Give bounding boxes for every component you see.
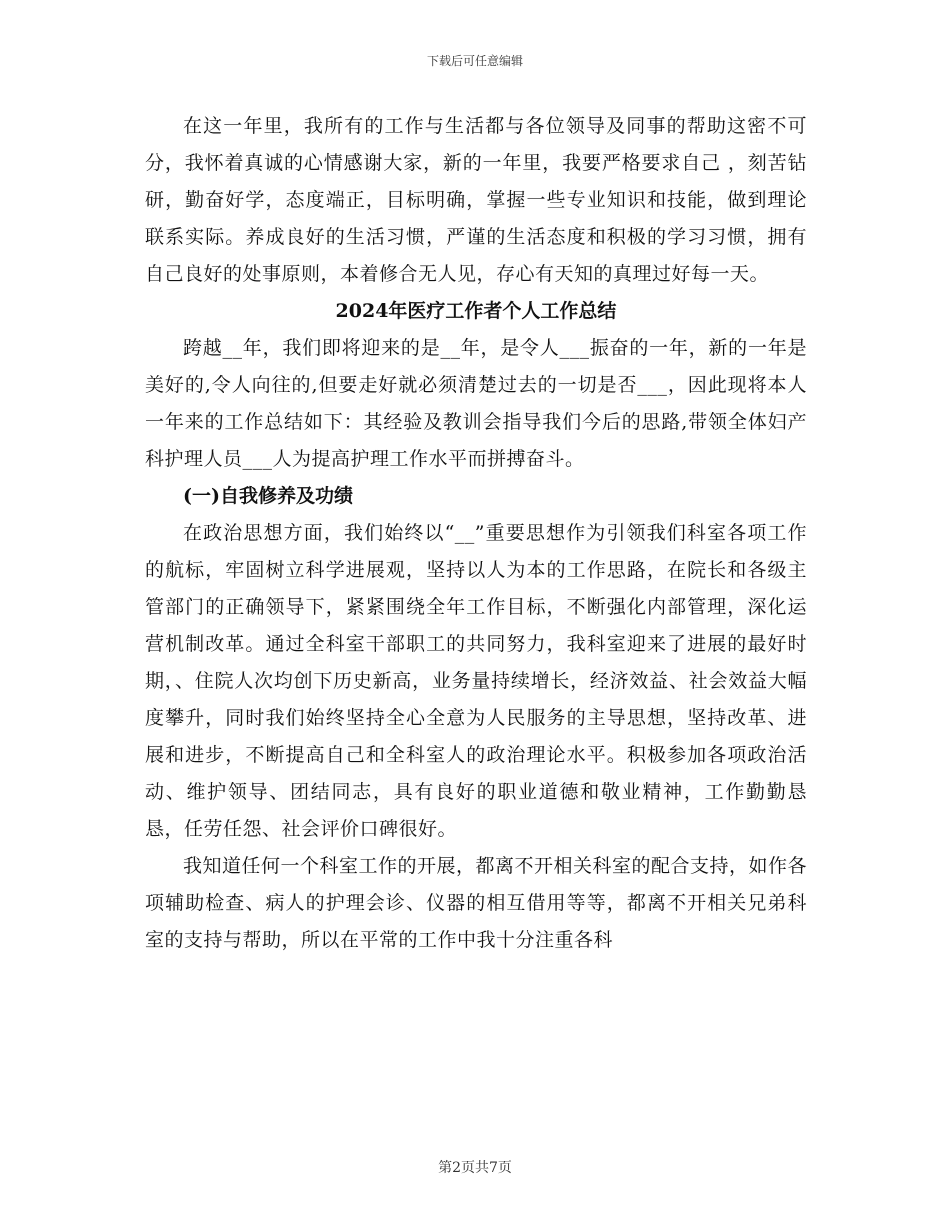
paragraph-cooperation: 我知道任何一个科室工作的开展，都离不开相关科室的配合支持，如作各项辅助检查、病人的护理会诊、仪器的相互借用等等，都离不开相关兄弟科室的支持与帮助，所以在平常的工作中我十分注重各科 [145,855,808,951]
document-body [145,108,807,959]
paragraph-intro: 跨越__年，我们即将迎来的是__年，是令人___振奋的一年，新的一年是美好的,令人向往的,但要走好就必须清楚过去的一切是否___，因此现将本人一年来的工作总结如下：其经验及教训会指导我们今后的思路,带领全体妇产科护理人员___人为提高护理工作水平而拼搏奋斗。 [145,337,807,470]
document-title: 2024年医疗工作者个人工作总结 [335,300,617,322]
page-number: 第2页共7页 [438,1160,512,1176]
section-heading: (一)自我修养及功绩 [183,485,353,507]
paragraph-thanks: 在这一年里，我所有的工作与生活都与各位领导及同事的帮助这密不可分，我怀着真诚的心情感谢大家，新的一年里，我要严格要求自己 ，刻苦钻研，勤奋好学，态度端正，目标明确，掌握一些专业知识和技能，做到理论联系实际。养成良好的生活习惯，严谨的生活态度和积极的学习习惯，拥有自己良好的处事原则，本着修合无人见，存心有天知的真理过好每一天。 [145,115,807,285]
paragraph-political: 在政治思想方面，我们始终以“__”重要思想作为引领我们科室各项工作的航标，牢固树立科学进展观，坚持以人为本的工作思路，在院长和各级主管部门的正确领导下，紧紧围绕全年工作目标，不断强化内部管理，深化运营机制改革。通过全科室干部职工的共同努力，我科室迎来了进展的最好时期，、住院人次均创下历史新高，业务量持续增长，经济效益、社会效益大幅度攀升，同时我们始终坚持全心全意为人民服务的主导思想，坚持改革、进展和进步，不断提高自己和全科室人的政治理论水平。积极参加各项政治活动、维护领导、团结同志，具有良好的职业道德和敬业精神，工作勤勤恳恳，任劳任怨、社会评价口碑很好。 [145,522,807,840]
page-header-note: 下载后可任意编辑 [426,54,523,68]
